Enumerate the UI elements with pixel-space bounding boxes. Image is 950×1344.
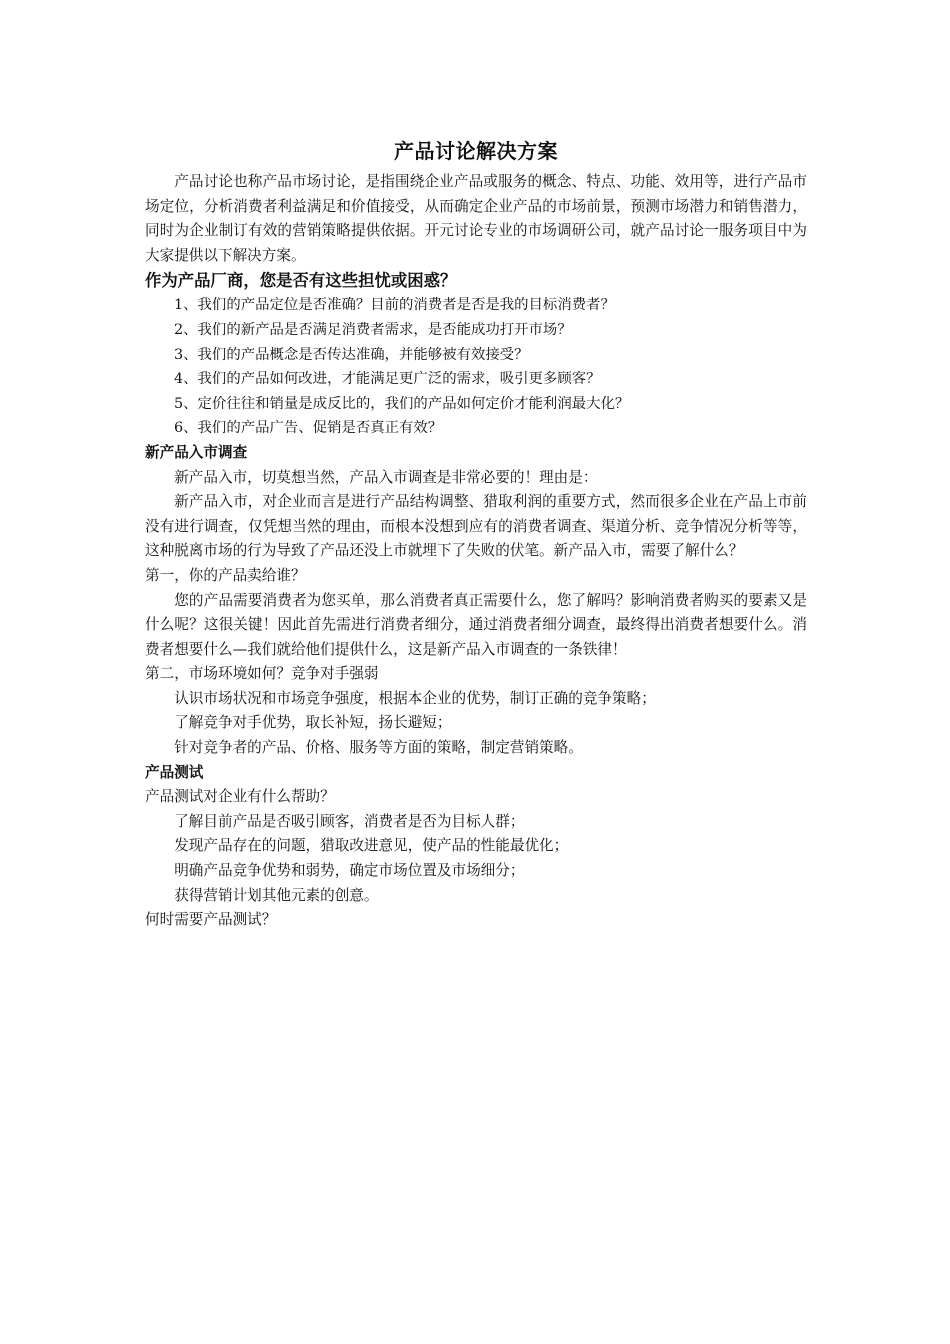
intro-paragraph: 产品讨论也称产品市场讨论，是指围绕企业产品或服务的概念、特点、功能、效用等，进行产品市场定位，分析消费者利益满足和价值接受，从而确定企业产品的市场前景，预测市场潜力和销售潜力，同时为企业制订有效的营销策略提供依据。开元讨论专业的市场调研公司，就产品讨论一服务项目中为大家提供以下解决方案。: [145, 173, 807, 264]
document-page: [145, 134, 807, 933]
product-test-item: 获得营销计划其他元素的创意。: [174, 886, 379, 904]
product-test-heading: 产品测试: [145, 763, 204, 781]
second-point-item: 了解竞争对手优势，取长补短，扬长避短；: [174, 714, 452, 732]
new-product-heading: 新产品入市调查: [145, 443, 248, 461]
concern-item: 3、我们的产品概念是否传达准确，并能够被有效接受？: [174, 346, 529, 363]
product-test-item: 发现产品存在的问题，猎取改进意见，使产品的性能最优化；: [174, 837, 569, 855]
second-point-item: 针对竞争者的产品、价格、服务等方面的策略，制定营销策略。: [174, 739, 583, 757]
new-product-paragraph-2: 新产品入市，对企业而言是进行产品结构调整、猎取利润的重要方式，然而很多企业在产品上市前没有进行调查，仅凭想当然的理由，而根本没想到应有的消费者调查、渠道分析、竞争情况分析等等，这种脱离市场的行为导致了产品还没上市就埋下了失败的伏笔。新产品入市，需要了解什么？: [145, 493, 807, 560]
product-test-question: 产品测试对企业有什么帮助？: [145, 788, 335, 806]
first-point-label: 第一，你的产品卖给谁？: [145, 566, 306, 584]
product-test-when: 何时需要产品测试？: [145, 911, 277, 929]
new-product-paragraph-1: 新产品入市，切莫想当然，产品入市调查是非常必要的！理由是：: [174, 468, 598, 486]
concern-item: 5、定价往往和销量是成反比的，我们的产品如何定价才能利润最大化？: [174, 395, 630, 412]
product-test-item: 明确产品竞争优势和弱势，确定市场位置及市场细分；: [174, 862, 525, 880]
product-test-item: 了解目前产品是否吸引顾客，消费者是否为目标人群；: [174, 812, 525, 830]
concern-item: 1、我们的产品定位是否准确？目前的消费者是否是我的目标消费者？: [174, 297, 615, 314]
second-point-label: 第二，市场环境如何？竞争对手强弱: [145, 665, 379, 683]
concern-item: 6、我们的产品广告、促销是否真正有效？: [174, 420, 443, 437]
document-title: 产品讨论解决方案: [394, 139, 558, 163]
first-point-body: 您的产品需要消费者为您买单，那么消费者真正需要什么，您了解吗？影响消费者购买的要素又是什么呢？这很关键！因此首先需进行消费者细分，通过消费者细分调查，最终得出消费者想要什么。消费者想要什么—我们就给他们提供什么，这是新产品入市调查的一条铁律！: [145, 591, 807, 658]
second-point-item: 认识市场状况和市场竞争强度，根据本企业的优势，制订正确的竞争策略；: [174, 689, 656, 707]
concerns-heading: 作为产品厂商，您是否有这些担忧或困惑？: [145, 271, 457, 291]
concern-item: 4、我们的产品如何改进，才能满足更广泛的需求，吸引更多顾客？: [174, 371, 601, 388]
concern-item: 2、我们的新产品是否满足消费者需求，是否能成功打开市场？: [174, 321, 572, 338]
